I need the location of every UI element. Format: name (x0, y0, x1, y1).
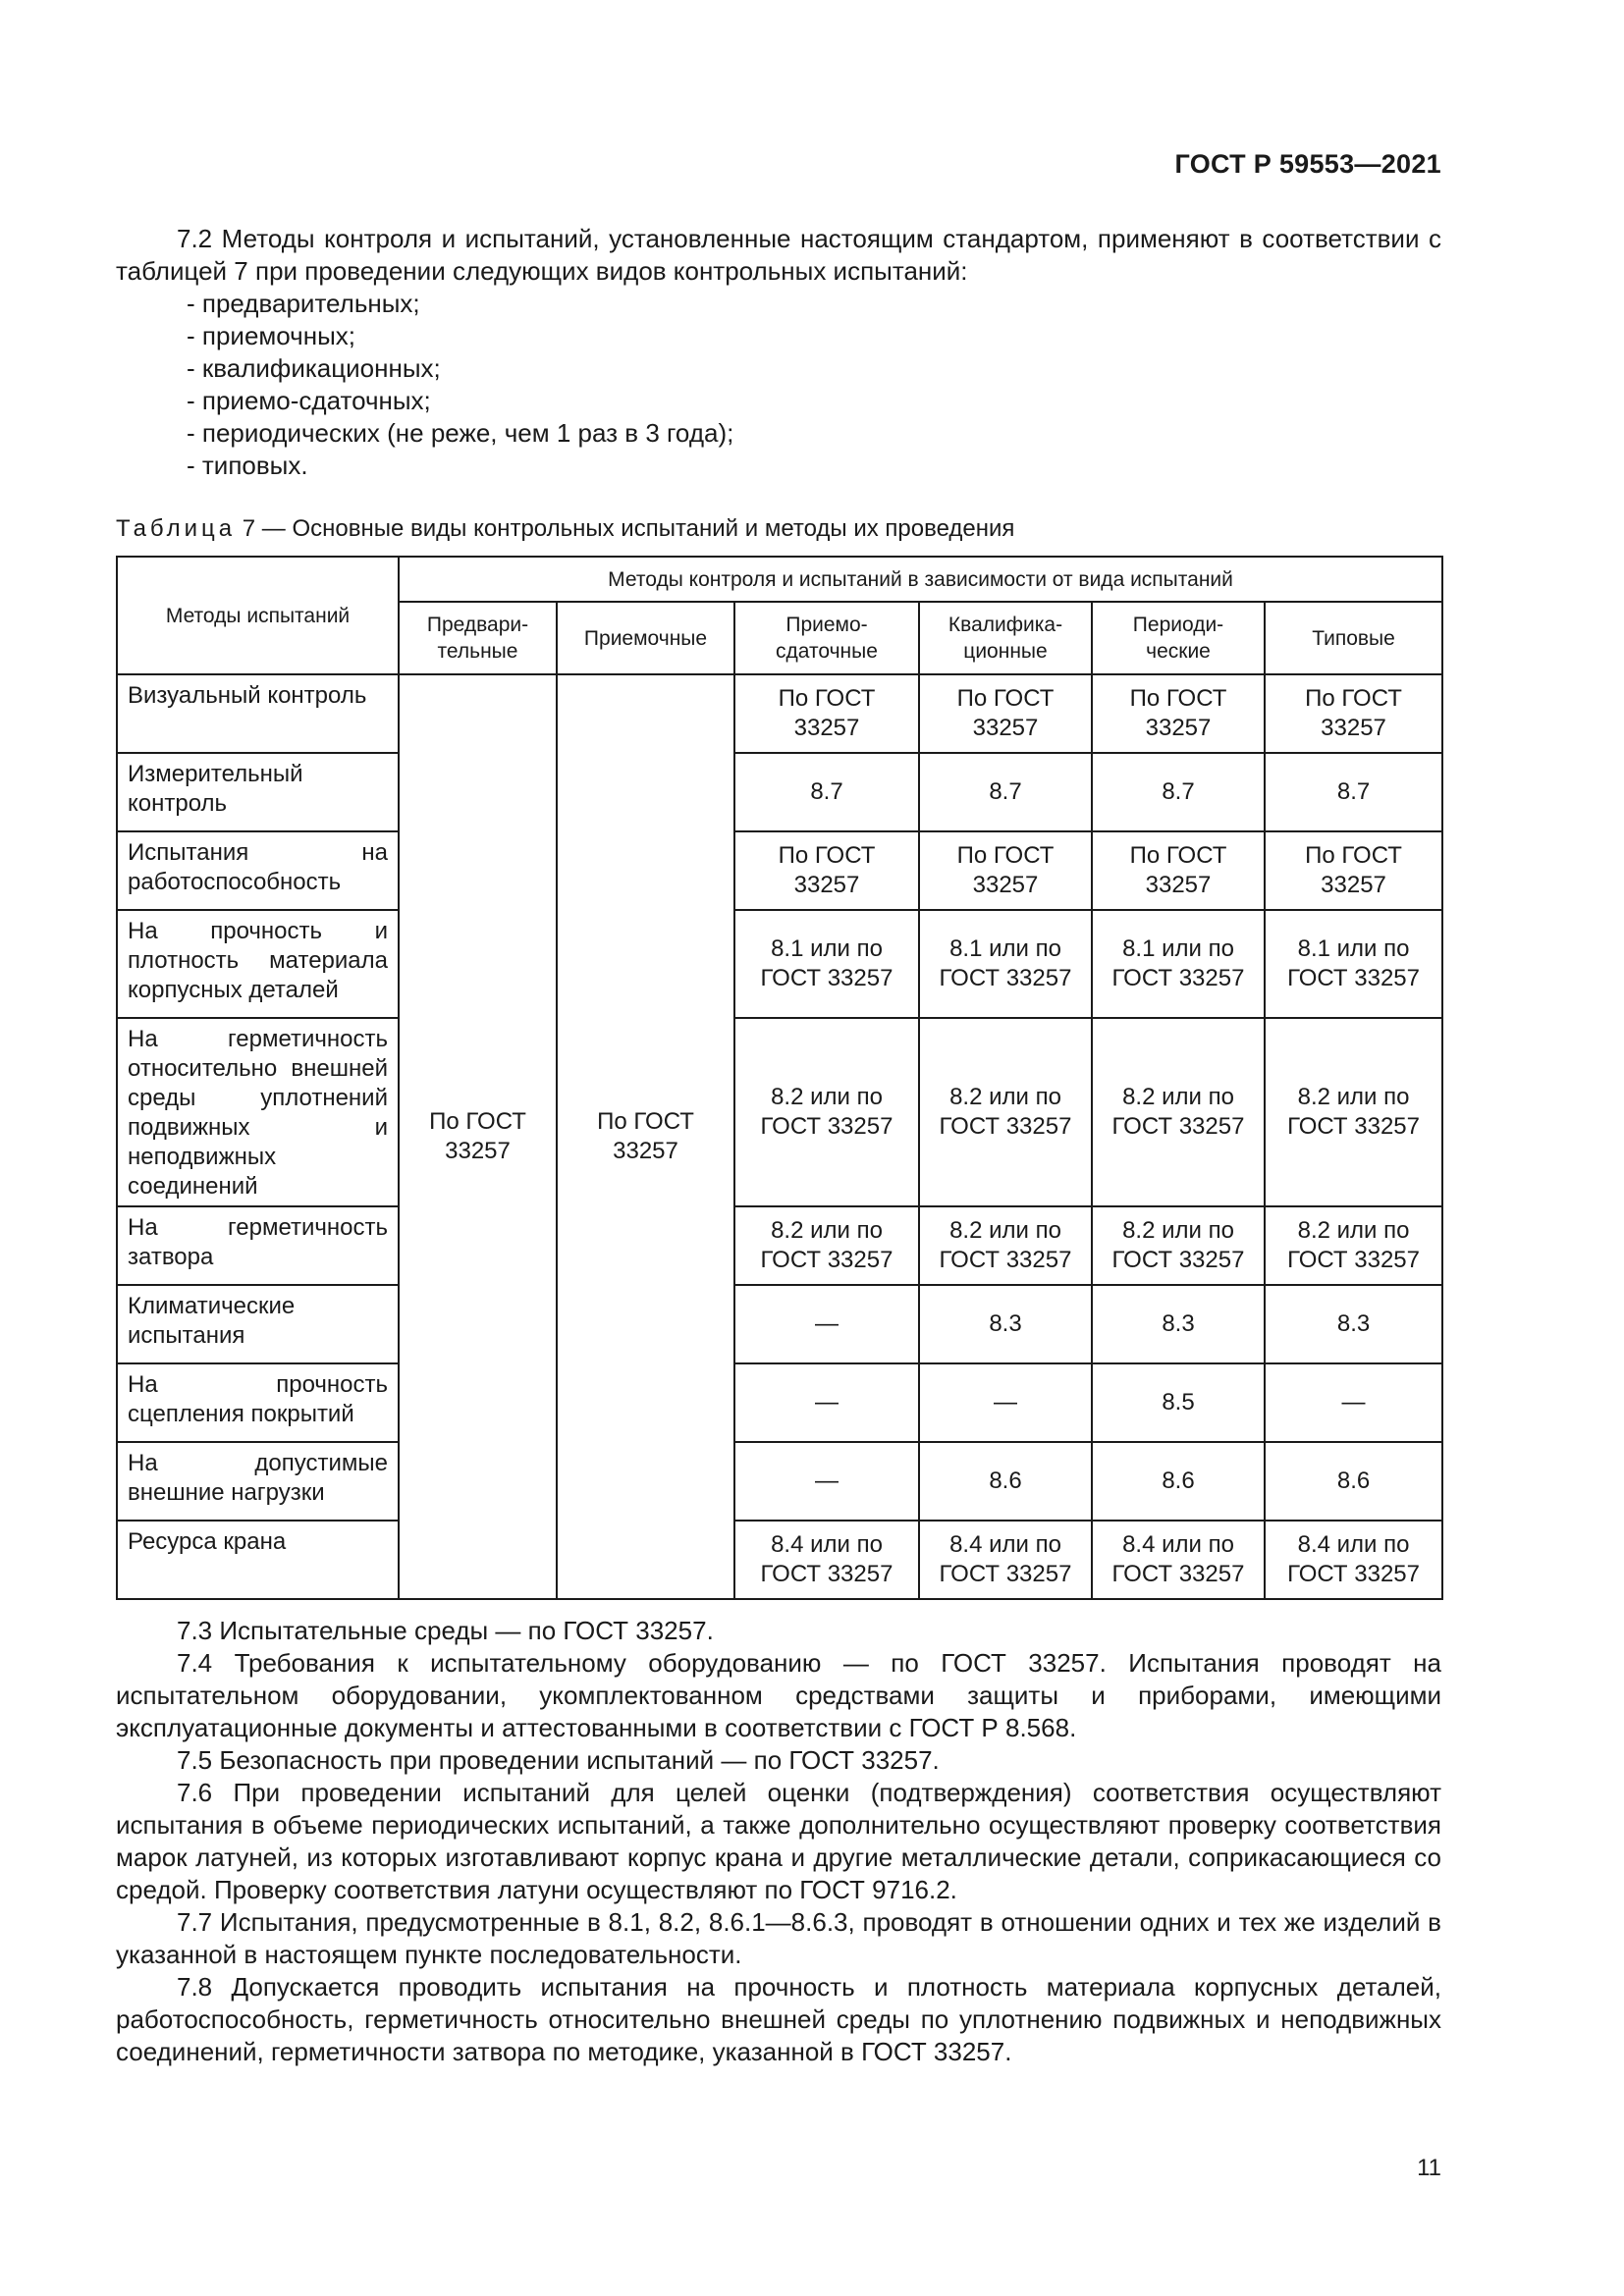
table-cell: 8.2 или по ГОСТ 33257 (1092, 1206, 1265, 1285)
column-header: Квалифика-ционные (919, 602, 1092, 674)
list-item: - приемо-сдаточных; (187, 386, 431, 415)
cell-preliminary-merged: По ГОСТ 33257 (399, 674, 557, 1599)
table-cell: По ГОСТ 33257 (734, 674, 919, 753)
paragraph-7-2: 7.2 Методы контроля и испытаний, установленные настоящим стандартом, применяют в соответствии с таблицей 7 при проведении следующих видов контрольных испытаний: (116, 224, 1441, 286)
table-cell: 8.1 или по ГОСТ 33257 (919, 910, 1092, 1018)
table-row (117, 1018, 1442, 1206)
paragraph-7-3: 7.3 Испытательные среды — по ГОСТ 33257. (177, 1616, 714, 1645)
table-cell: — (734, 1363, 919, 1442)
table-cell: 8.2 или по ГОСТ 33257 (1265, 1206, 1442, 1285)
column-header: Приемочные (557, 602, 734, 674)
table-cell: 8.1 или по ГОСТ 33257 (1265, 910, 1442, 1018)
table-cell: 8.1 или по ГОСТ 33257 (1092, 910, 1265, 1018)
table-cell: 8.7 (1265, 753, 1442, 831)
cell-acceptance-merged: По ГОСТ 33257 (557, 674, 734, 1599)
table-caption (116, 515, 1014, 543)
table-row (117, 674, 1442, 753)
table-row (117, 910, 1442, 1018)
table-cell: По ГОСТ 33257 (919, 831, 1092, 910)
table-cell: 8.7 (734, 753, 919, 831)
table-cell: 8.2 или по ГОСТ 33257 (919, 1018, 1092, 1206)
table-cell: По ГОСТ 33257 (734, 831, 919, 910)
row-label: На прочность и плотность материала корпусных деталей (117, 910, 399, 1018)
table-cell: 8.2 или по ГОСТ 33257 (734, 1018, 919, 1206)
list-item: - квалификационных; (187, 353, 441, 383)
table-cell: 8.3 (1092, 1285, 1265, 1363)
table-cell: 8.4 или по ГОСТ 33257 (919, 1521, 1092, 1599)
list-item: - приемочных; (187, 321, 355, 350)
document-code: ГОСТ Р 59553—2021 (1174, 149, 1441, 179)
table-row (117, 1363, 1442, 1442)
list-item: - типовых. (187, 451, 308, 480)
table-cell: 8.2 или по ГОСТ 33257 (1092, 1018, 1265, 1206)
table-row (117, 1442, 1442, 1521)
table-cell: По ГОСТ 33257 (1092, 831, 1265, 910)
column-header: Периоди-ческие (1092, 602, 1265, 674)
row-label: Испытания на работоспособность (117, 831, 399, 910)
row-label: На прочность сцепления покрытий (117, 1363, 399, 1442)
table-cell: 8.6 (919, 1442, 1092, 1521)
table-cell: — (919, 1363, 1092, 1442)
table-row (117, 753, 1442, 831)
row-label: На допустимые внешние нагрузки (117, 1442, 399, 1521)
row-label: Визуальный контроль (117, 674, 399, 753)
list-item: - предварительных; (187, 289, 420, 318)
paragraph-7-6: 7.6 При проведении испытаний для целей оценки (подтверждения) соответствия осуществляют испытания в объеме периодических испытаний, а также дополнительно осуществляют проверку соответствия марок латуней, из которых изготавливают корпус крана и другие металлические детали, соприкасающиеся со средой. Проверку соответствия латуни осуществляют по ГОСТ 9716.2. (116, 1778, 1441, 1904)
table-cell: 8.2 или по ГОСТ 33257 (919, 1206, 1092, 1285)
table-row (117, 1285, 1442, 1363)
group-header: Методы контроля и испытаний в зависимости от вида испытаний (399, 557, 1442, 602)
table-cell: — (734, 1285, 919, 1363)
table-cell: 8.6 (1265, 1442, 1442, 1521)
table-cell: — (734, 1442, 919, 1521)
row-label: Ресурса крана (117, 1521, 399, 1599)
column-header: Предвари-тельные (399, 602, 557, 674)
list-item: - периодических (не реже, чем 1 раз в 3 года); (187, 418, 734, 448)
table-cell: По ГОСТ 33257 (1265, 674, 1442, 753)
table-cell: 8.7 (1092, 753, 1265, 831)
table-cell: По ГОСТ 33257 (1092, 674, 1265, 753)
table-row (117, 831, 1442, 910)
table-row (117, 1521, 1442, 1599)
after-table-section (116, 1615, 1441, 2068)
table-cell: 8.2 или по ГОСТ 33257 (734, 1206, 919, 1285)
table-cell: 8.5 (1092, 1363, 1265, 1442)
column-header: Типовые (1265, 602, 1442, 674)
test-methods-table (116, 556, 1443, 1600)
table-caption-label: Таблица (116, 515, 237, 542)
table-caption-text: 7 — Основные виды контрольных испытаний и методы их проведения (236, 515, 1015, 542)
paragraph-7-8: 7.8 Допускается проводить испытания на прочность и плотность материала корпусных деталей, работоспособность, герметичность относительно внешней среды по уплотнению подвижных и неподвижных соединений, герметичности затвора по методике, указанной в ГОСТ 33257. (116, 1972, 1441, 2066)
table-cell: 8.3 (1265, 1285, 1442, 1363)
table-cell: 8.7 (919, 753, 1092, 831)
table-cell: 8.1 или по ГОСТ 33257 (734, 910, 919, 1018)
paragraph-7-7: 7.7 Испытания, предусмотренные в 8.1, 8.2, 8.6.1—8.6.3, проводят в отношении одних и тех же изделий в указанной в настоящем пункте последовательности. (116, 1907, 1441, 1969)
paragraph-7-5: 7.5 Безопасность при проведении испытаний — по ГОСТ 33257. (177, 1745, 940, 1775)
intro-section (116, 223, 1441, 482)
table-cell: 8.4 или по ГОСТ 33257 (1265, 1521, 1442, 1599)
column-header-methods: Методы испытаний (117, 557, 399, 674)
table-cell: 8.4 или по ГОСТ 33257 (1092, 1521, 1265, 1599)
table-cell: По ГОСТ 33257 (1265, 831, 1442, 910)
table-cell: 8.3 (919, 1285, 1092, 1363)
paragraph-7-4: 7.4 Требования к испытательному оборудованию — по ГОСТ 33257. Испытания проводят на испытательном оборудовании, укомплектованном средствами защиты и приборами, имеющими эксплуатационные документы и аттестованными в соответствии с ГОСТ Р 8.568. (116, 1648, 1441, 1742)
table-cell: 8.2 или по ГОСТ 33257 (1265, 1018, 1442, 1206)
table-cell: — (1265, 1363, 1442, 1442)
row-label: Измерительный контроль (117, 753, 399, 831)
table-cell: 8.6 (1092, 1442, 1265, 1521)
row-label: На герметичность относительно внешней среды уплотнений подвижных и неподвижных соединений (117, 1018, 399, 1206)
column-header: Приемо-сдаточные (734, 602, 919, 674)
row-label: Климатические испытания (117, 1285, 399, 1363)
row-label: На герметичность затвора (117, 1206, 399, 1285)
table-cell: 8.4 или по ГОСТ 33257 (734, 1521, 919, 1599)
table-cell: По ГОСТ 33257 (919, 674, 1092, 753)
table-row (117, 1206, 1442, 1285)
page-number: 11 (1417, 2155, 1441, 2181)
test-kinds-list (116, 288, 1441, 482)
